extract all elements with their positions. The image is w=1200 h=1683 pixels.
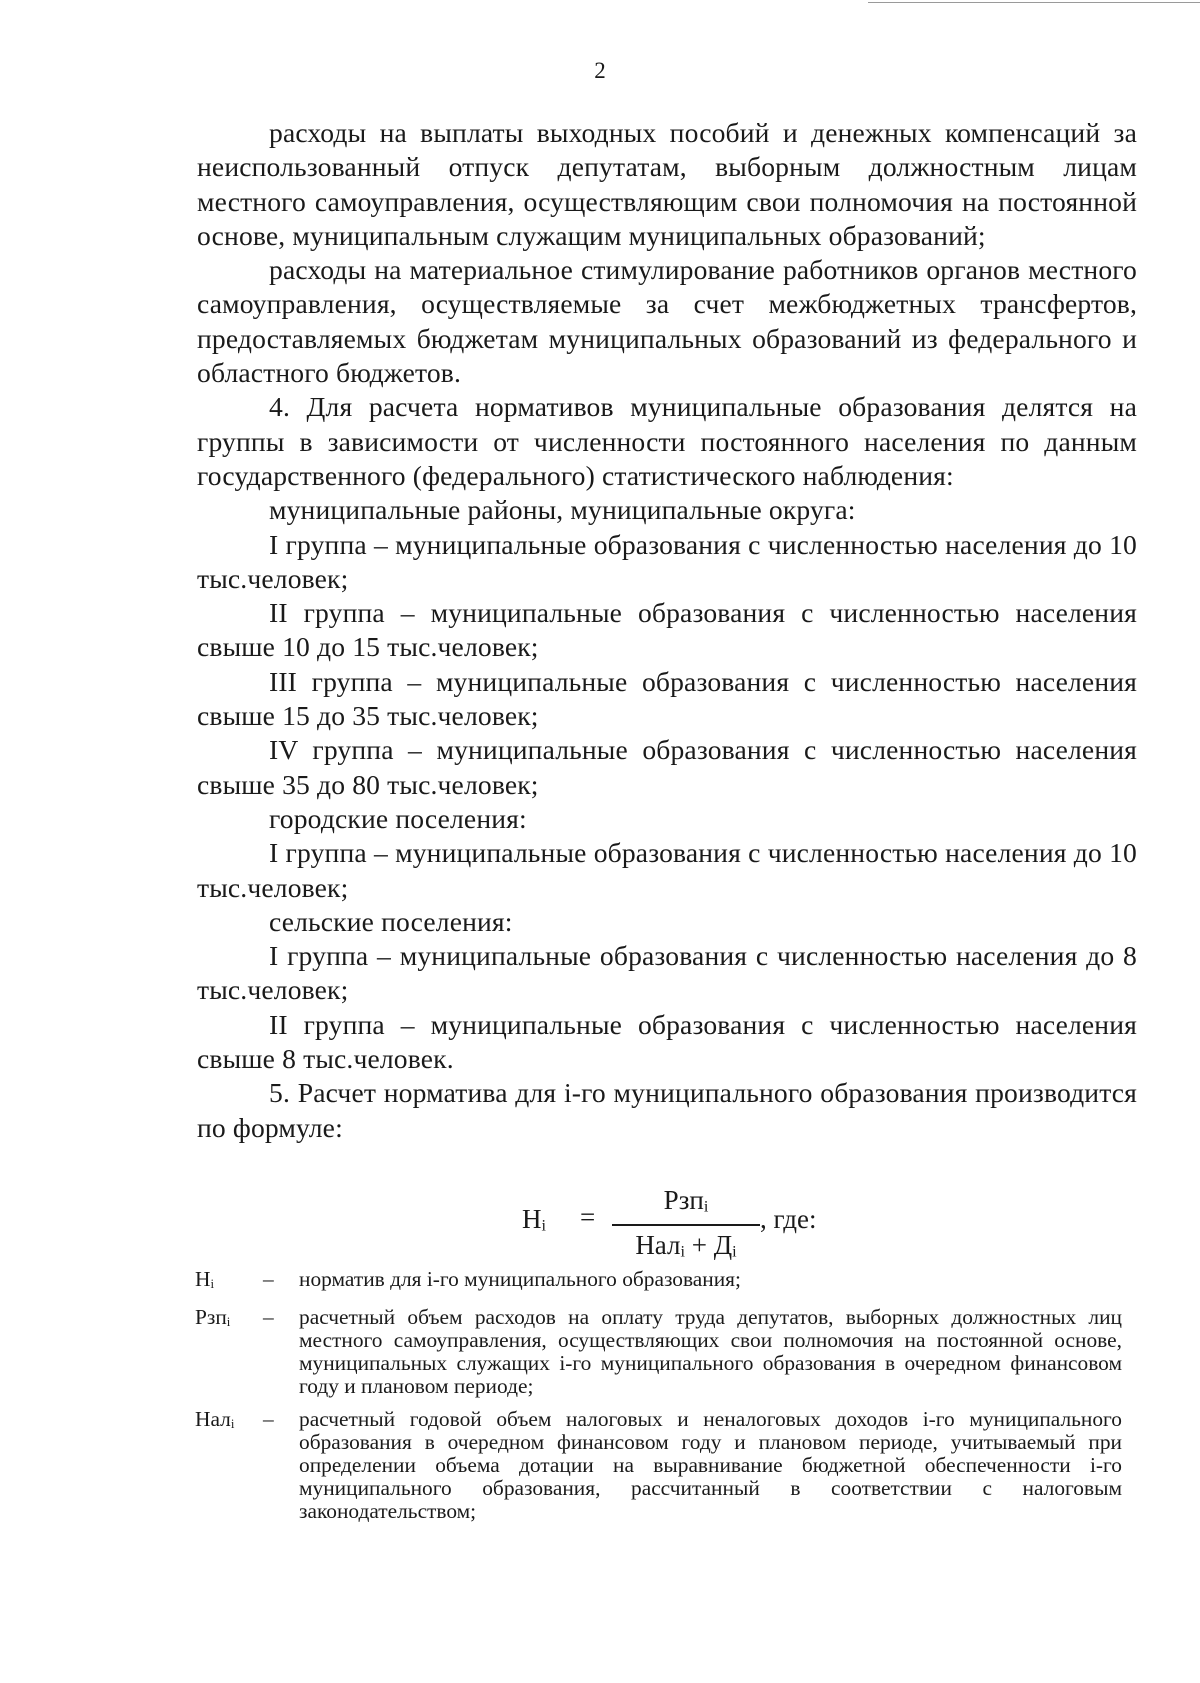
definition-text: расчетный объем расходов на оплату труда депутатов, выборных должностных лиц местного самоуправления, осуществляющих свои полномочия на постоянной основе, муниципальных служащих i-го муниципального образования в очередном финансовом году и плановом периоде; xyxy=(299,1304,1122,1398)
formula-equals: = xyxy=(580,1202,596,1232)
paragraph-districts-group-4: IV группа – муниципальные образования с численностью населения свыше 35 до 80 тыс.человек; xyxy=(197,734,1137,800)
definition-dash: – xyxy=(263,1304,274,1329)
definition-tax-revenue xyxy=(195,1408,1135,1523)
definition-norm xyxy=(195,1268,1135,1296)
formula-denominator xyxy=(612,1228,760,1268)
formula-where: , где: xyxy=(760,1204,817,1234)
definition-symbol-text: Н xyxy=(195,1267,211,1291)
definitions-list xyxy=(195,1268,1135,1533)
formula-numerator-symbol: Рзп xyxy=(663,1185,704,1215)
top-rule xyxy=(868,2,1200,3)
definition-dash: – xyxy=(263,1267,274,1291)
definition-wage-expenses xyxy=(195,1306,1135,1398)
paragraph-urban-heading: городские поселения: xyxy=(269,802,527,834)
definition-symbol-text: Нал xyxy=(195,1406,231,1431)
formula-denominator-b-subscript: i xyxy=(732,1242,737,1261)
paragraph-expenses-benefits: расходы на выплаты выходных пособий и денежных компенсаций за неиспользованный отпуск депутатам, выборным должностным лицам местного самоуправления, осуществляющим свои полномочия на постоянной основе, муниципальным служащим муниципальных образований; xyxy=(197,117,1137,251)
formula-numerator xyxy=(612,1184,760,1222)
paragraph-districts-group-2: II группа – муниципальные образования с численностью населения свыше 10 до 15 тыс.человек; xyxy=(197,597,1137,663)
paragraph-districts-heading: муниципальные районы, муниципальные округа: xyxy=(269,494,856,526)
fraction-bar xyxy=(612,1224,760,1226)
paragraph-urban-group-1: I группа – муниципальные образования с численностью населения до 10 тыс.человек; xyxy=(197,837,1137,903)
formula-denominator-a-subscript: i xyxy=(680,1242,686,1261)
paragraph-districts-group-1: I группа – муниципальные образования с численностью населения до 10 тыс.человек; xyxy=(197,528,1137,594)
paragraph-expenses-incentives: расходы на материальное стимулирование работников органов местного самоуправления, осуществляемые за счет межбюджетных трансфертов, предоставляемых бюджетам муниципальных образований из федерального и областного бюджетов. xyxy=(197,254,1137,389)
paragraph-rural-group-2: II группа – муниципальные образования с численностью населения свыше 8 тыс.человек. xyxy=(197,1008,1137,1075)
definition-symbol-subscript: i xyxy=(226,1314,231,1329)
norm-formula xyxy=(522,1184,942,1261)
formula-denominator-b: Д xyxy=(713,1229,733,1260)
definition-symbol-subscript: i xyxy=(230,1416,235,1431)
definition-text: норматив для i-го муниципального образования; xyxy=(299,1267,741,1291)
paragraph-rural-group-1: I группа – муниципальные образования с численностью населения до 8 тыс.человек; xyxy=(197,940,1137,1006)
definition-symbol xyxy=(195,1268,263,1296)
definition-symbol xyxy=(195,1306,263,1398)
formula-denominator-a: Нал xyxy=(635,1229,681,1260)
paragraph-districts-group-3: III группа – муниципальные образования с численностью населения свыше 15 до 35 тыс.человек; xyxy=(197,665,1137,732)
definition-text: расчетный годовой объем налоговых и неналоговых доходов i-го муниципального образования в очередном финансовом году и плановом периоде, учитываемый при определении объема дотации на выравнивание бюджетной обеспеченности i-го муниципального образования, рассчитанный в соответствии с налоговым законодательством; xyxy=(299,1406,1122,1523)
definition-symbol-text: Рзп xyxy=(195,1304,227,1329)
formula-lhs-subscript: i xyxy=(541,1216,546,1235)
formula-fraction xyxy=(612,1184,760,1268)
paragraph-rural-heading: сельские поселения: xyxy=(269,905,513,937)
paragraph-item-5: 5. Расчет норматива для i-го муниципального образования производится по формуле: xyxy=(197,1077,1137,1143)
definition-symbol xyxy=(195,1408,263,1523)
formula-lhs xyxy=(522,1204,546,1235)
formula-plus: + xyxy=(685,1229,714,1260)
formula-numerator-subscript: i xyxy=(703,1197,709,1216)
body-text xyxy=(197,116,1137,1145)
definition-dash: – xyxy=(263,1406,274,1431)
definition-symbol-subscript: i xyxy=(210,1276,215,1291)
formula-lhs-symbol: Н xyxy=(522,1204,542,1234)
paragraph-item-4: 4. Для расчета нормативов муниципальные образования делятся на группы в зависимости от численности постоянного населения по данным государственного (федерального) статистического наблюдения: xyxy=(197,391,1137,491)
page-number: 2 xyxy=(594,58,606,83)
